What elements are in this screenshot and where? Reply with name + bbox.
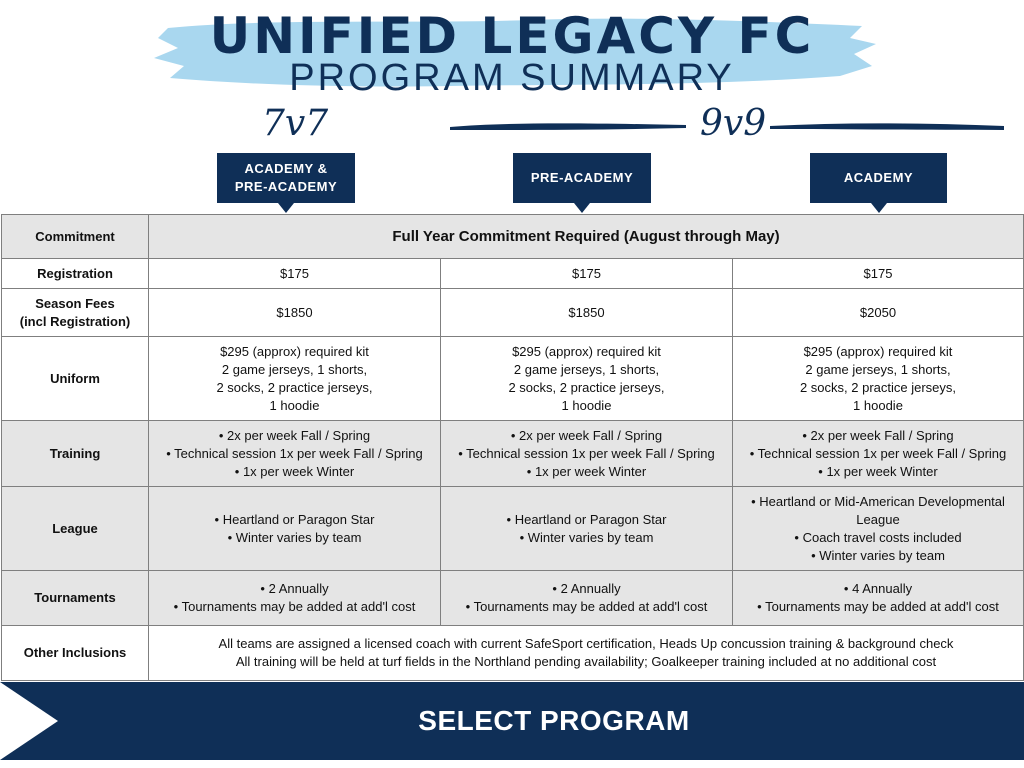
cell-line: All teams are assigned a licensed coach with current SafeSport certification, Heads Up concussion training & background check <box>218 636 954 651</box>
cell-line: $295 (approx) required kit <box>803 343 953 359</box>
uniform-cell <box>441 337 733 421</box>
season-fee-value: $2050 <box>733 289 1024 337</box>
program-tab-academy-pre-academy[interactable] <box>217 153 355 203</box>
cell-line: • Tournaments may be added at add'l cost <box>173 599 416 614</box>
row-label-registration: Registration <box>2 259 149 289</box>
tournaments-cell <box>733 571 1024 626</box>
league-cell <box>149 487 441 571</box>
cell-line: • 4 Annually <box>843 581 913 596</box>
pointer-arrow-icon <box>278 203 294 213</box>
program-tab-label: PRE-ACADEMY <box>530 170 634 185</box>
cell-line: 1 hoodie <box>561 397 612 413</box>
cell-line: • 1x per week Winter <box>818 463 938 479</box>
cell-line: 2 game jerseys, 1 shorts, <box>805 361 951 377</box>
pointer-arrow-icon <box>871 203 887 213</box>
row-label-league: League <box>2 487 149 571</box>
page-title: UNIFIED LEGACY FC <box>209 7 815 65</box>
cell-line: 2 socks, 2 practice jerseys, <box>216 379 373 395</box>
training-cell <box>441 421 733 487</box>
cell-line: • Winter varies by team <box>519 529 654 545</box>
pointer-arrow-icon <box>574 203 590 213</box>
program-tab-pre-academy[interactable] <box>513 153 651 203</box>
table-row <box>2 626 1024 681</box>
table-row <box>2 289 1024 337</box>
row-label-uniform: Uniform <box>2 337 149 421</box>
league-cell <box>441 487 733 571</box>
program-summary-table <box>1 214 1024 681</box>
page-subtitle: PROGRAM SUMMARY <box>289 57 735 99</box>
table-row <box>2 421 1024 487</box>
select-program-button[interactable]: SELECT PROGRAM <box>418 705 690 736</box>
uniform-cell <box>149 337 441 421</box>
program-tab-label: ACADEMY & <box>244 161 328 176</box>
cell-line: League <box>856 511 900 527</box>
tournaments-cell <box>149 571 441 626</box>
season-fee-value: $1850 <box>149 289 441 337</box>
cell-line: • 2x per week Fall / Spring <box>510 427 663 443</box>
label-line: Season Fees <box>35 295 115 311</box>
cell-line: • 2 Annually <box>552 581 621 596</box>
table-row <box>2 487 1024 571</box>
cell-line: • 1x per week Winter <box>234 463 355 479</box>
cell-line: 2 socks, 2 practice jerseys, <box>508 379 665 395</box>
cell-line: • Heartland or Paragon Star <box>506 511 667 527</box>
cell-line: • Technical session 1x per week Fall / Spring <box>166 445 423 461</box>
cell-line: • Coach travel costs included <box>794 529 962 545</box>
table-row <box>2 571 1024 626</box>
format-label-9v9: 9v9 <box>700 103 767 144</box>
table-row <box>2 215 1024 259</box>
cell-line: $295 (approx) required kit <box>220 343 369 359</box>
format-label-7v7: 7v7 <box>262 103 329 144</box>
league-cell <box>733 487 1024 571</box>
cell-line: 1 hoodie <box>853 397 903 413</box>
season-fee-value: $1850 <box>441 289 733 337</box>
cell-line: 2 game jerseys, 1 shorts, <box>513 361 660 377</box>
select-program-banner[interactable] <box>0 682 1024 760</box>
cell-line: • Tournaments may be added at add'l cost <box>465 599 708 614</box>
cell-line: 2 socks, 2 practice jerseys, <box>799 379 957 395</box>
cell-line: All training will be held at turf fields in the Northland pending availability; Goalkeeper training included at no additional cost <box>235 654 937 669</box>
label-line: (incl Registration) <box>19 313 131 329</box>
cell-line: 2 game jerseys, 1 shorts, <box>221 361 368 377</box>
tournaments-cell <box>441 571 733 626</box>
cell-line: • Winter varies by team <box>811 547 945 563</box>
decorative-brush-line-left <box>448 118 690 134</box>
program-tab-academy[interactable] <box>810 153 947 203</box>
uniform-cell <box>733 337 1024 421</box>
decorative-brush-line-right <box>768 118 1008 134</box>
cell-line: • Winter varies by team <box>227 529 362 545</box>
cell-line: • Heartland or Mid-American Developmental <box>751 493 1005 509</box>
table-row <box>2 259 1024 289</box>
cell-line: • Technical session 1x per week Fall / Spring <box>458 445 715 461</box>
row-label-training: Training <box>2 421 149 487</box>
training-cell <box>149 421 441 487</box>
cell-line: • 2 Annually <box>260 581 329 596</box>
registration-value: $175 <box>733 259 1024 289</box>
cell-line: $295 (approx) required kit <box>512 343 661 359</box>
row-label-other-inclusions: Other Inclusions <box>2 626 149 681</box>
header <box>0 0 1024 100</box>
cell-line: 1 hoodie <box>269 397 320 413</box>
registration-value: $175 <box>441 259 733 289</box>
cell-line: • 2x per week Fall / Spring <box>218 427 371 443</box>
cell-line: • Heartland or Paragon Star <box>214 511 375 527</box>
cell-line: • 2x per week Fall / Spring <box>802 427 954 443</box>
table-row <box>2 337 1024 421</box>
row-label-season-fees <box>2 289 149 337</box>
cell-line: • 1x per week Winter <box>526 463 647 479</box>
program-tab-label: ACADEMY <box>843 170 914 185</box>
cell-line: • Technical session 1x per week Fall / Spring <box>749 445 1007 461</box>
program-tab-label: PRE-ACADEMY <box>234 179 338 194</box>
other-inclusions-cell <box>149 626 1024 681</box>
commitment-value: Full Year Commitment Required (August through May) <box>149 215 1024 259</box>
cell-line: • Tournaments may be added at add'l cost <box>757 599 999 614</box>
row-label-commitment: Commitment <box>2 215 149 259</box>
row-label-tournaments: Tournaments <box>2 571 149 626</box>
registration-value: $175 <box>149 259 441 289</box>
training-cell <box>733 421 1024 487</box>
